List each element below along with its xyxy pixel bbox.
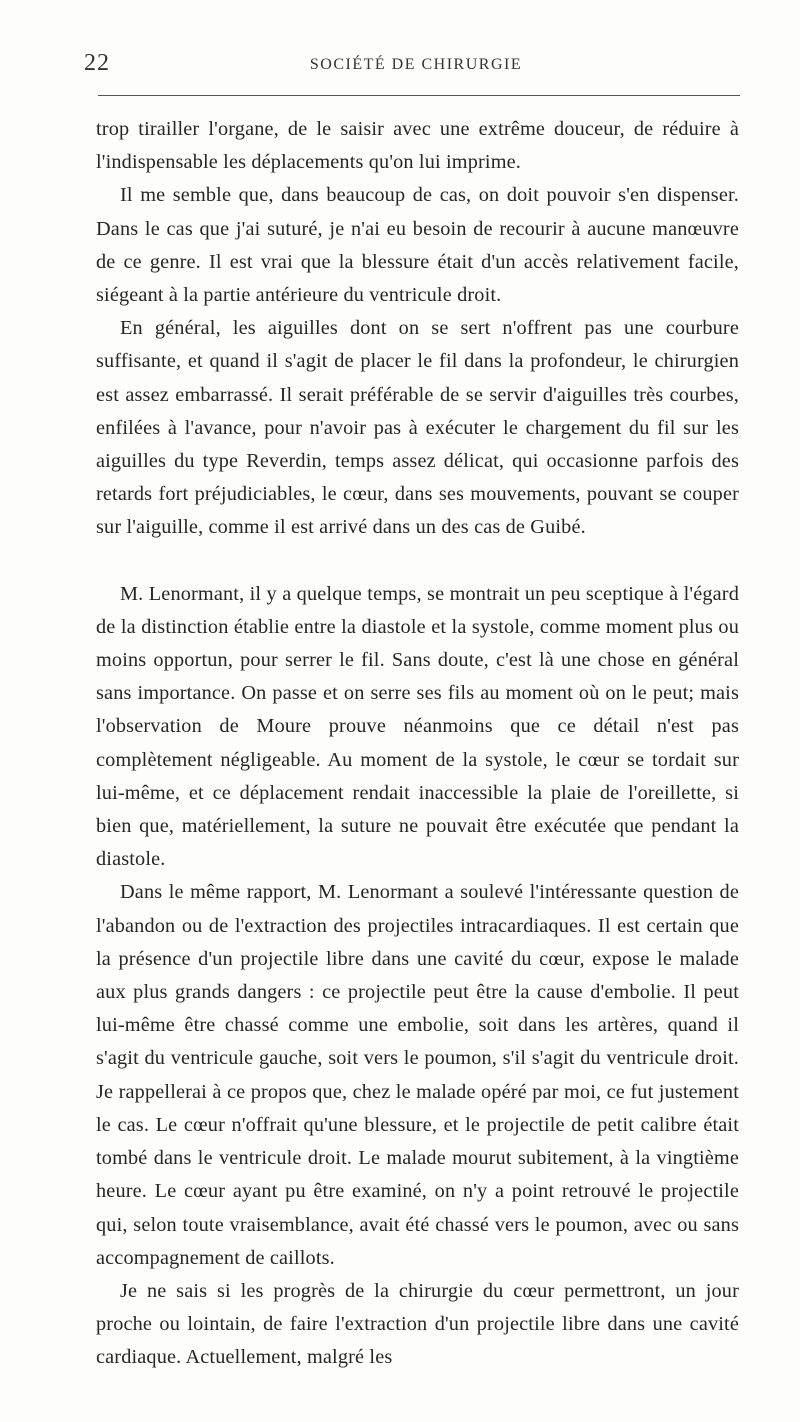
header-rule xyxy=(98,95,740,96)
running-head: SOCIÉTÉ DE CHIRURGIE xyxy=(309,56,523,73)
paragraph: Il me semble que, dans beaucoup de cas, on doit pouvoir s'en dispenser. Dans le cas que j'ai suturé, je n'ai eu besoin de recourir à aucune manœuvre de ce genre. Il est vrai que la blessure était d'un accès relativement facile, siégeant à la partie antérieure du ventricule droit. xyxy=(96,184,739,307)
page-number: 22 xyxy=(84,50,110,76)
paragraph: Je ne sais si les progrès de la chirurgie du cœur permettront, un jour proche ou lointain, de faire l'extraction d'un projectile libre dans une cavité cardiaque. Actuellement, malgré les xyxy=(96,1279,739,1369)
page-header xyxy=(84,50,748,82)
body-text xyxy=(96,113,739,1375)
paragraph: En général, les aiguilles dont on se sert n'offrent pas une courbure suffisante, et quand il s'agit de placer le fil dans la profondeur, le chirurgien est assez embarrassé. Il serait préférable de se servir d'aiguilles très courbes, enfilées à l'avance, pour n'avoir pas à exécuter le chargement du fil sur les aiguilles du type Reverdin, temps assez délicat, qui occasionne parfois des retards fort préjudiciables, le cœur, dans ses mouvements, pouvant se couper sur l'aiguille, comme il est arrivé dans un des cas de Guibé. xyxy=(96,317,739,539)
paragraph: M. Lenormant, il y a quelque temps, se montrait un peu sceptique à l'égard de la distinction établie entre la diastole et la systole, comme moment plus ou moins opportun, pour serrer le fil. Sans doute, c'est là une chose en général sans importance. On passe et on serre ses fils au moment où on le peut; mais l'observation de Moure prouve néanmoins que ce détail n'est pas complètement négligeable. Au moment de la systole, le cœur se tordait sur lui-même, et ce déplacement rendait inaccessible la plaie de l'oreillette, si bien que, matériellement, la suture ne pouvait être exécutée que pendant la diastole. xyxy=(96,582,739,871)
paragraph: Dans le même rapport, M. Lenormant a soulevé l'intéressante question de l'abandon ou de l'extraction des projectiles intracardiaques. Il est certain que la présence d'un projectile libre dans une cavité du cœur, expose le malade aux plus grands dangers : ce projectile peut être la cause d'embolie. Il peut lui-même être chassé comme une embolie, soit dans les artères, quand il s'agit du ventricule gauche, soit vers le poumon, s'il s'agit du ventricule droit. Je rappellerai à ce propos que, chez le malade opéré par moi, ce fut justement le cas. Le cœur n'offrait qu'une blessure, et le projectile de petit calibre était tombé dans le ventricule droit. Le malade mourut subitement, à la vingtième heure. Le cœur ayant pu être examiné, on n'y a point retrouvé le projectile qui, selon toute vraisemblance, avait été chassé vers le poumon, avec ou sans accompagnement de caillots. xyxy=(96,881,739,1269)
paragraph-continuation: trop tirailler l'organe, de le saisir avec une extrême douceur, de réduire à l'indispensable les déplacements qu'on lui imprime. xyxy=(96,118,739,174)
